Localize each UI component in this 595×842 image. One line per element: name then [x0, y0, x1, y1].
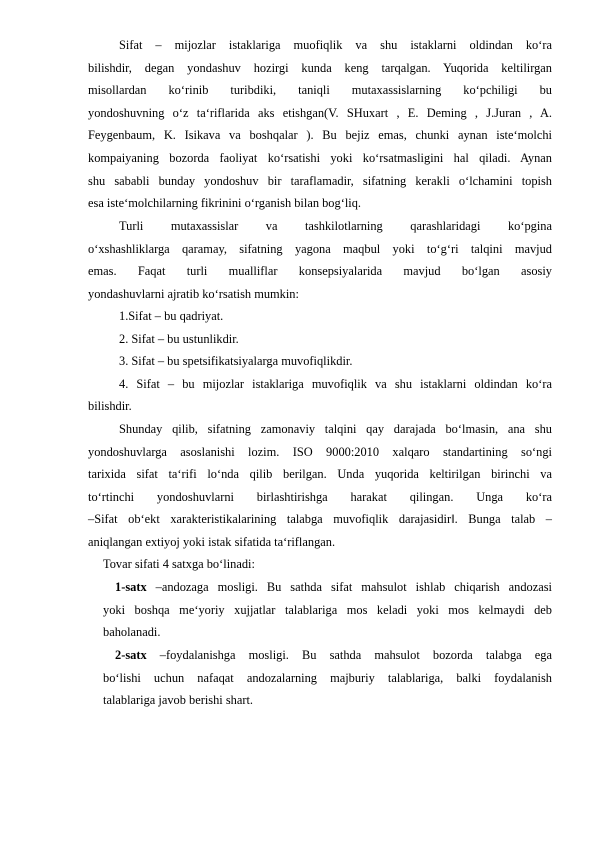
level-2-item: [103, 644, 552, 712]
text-line: emas. Faqat turli mualliflar konsepsiyalarida mavjud bo‘lgan asosiy: [88, 264, 552, 279]
text-line: kompaiyaning bozorda faoliyat ko‘rsatishi yoki ko‘rsatmasligini hal qiladi. Aynan: [88, 150, 552, 165]
level-2-label: 2-satx: [115, 648, 147, 662]
text-line: esa iste‘molchilarning fikrinini o‘rganish bilan bog‘liq.: [88, 196, 361, 211]
paragraph-2: [88, 215, 552, 305]
text-line: yondoshuvlarga asoslanishi lozim. ISO 9000:2010 xalqaro standartining so‘ngi: [88, 444, 552, 459]
text-line: shu sababli bunday yondoshuv bir taraflamadir, sifatning kerakli o‘lchamini topish: [88, 173, 552, 188]
levels-intro: [103, 553, 555, 576]
text-line: baholanadi.: [103, 625, 161, 640]
text-line: tarixida sifat ta‘rifi lo‘nda qilib berilgan. Unda yuqorida keltirilgan birinchi va: [88, 467, 552, 482]
text-line: misollardan ko‘rinib turibdiki, taniqli mutaxassislarning ko‘pchiligi bu: [88, 83, 552, 98]
approach-list: [88, 305, 552, 418]
text-line: yondashuvlarni ajratib ko‘rsatish mumkin:: [88, 286, 299, 301]
level-2-text: –foydalanishga mosligi. Bu sathda mahsulot bozorda talabga ega: [146, 648, 552, 662]
list-item: 2. Sifat – bu ustunlikdir.: [119, 331, 239, 346]
text-line: yondoshuvning o‘z ta‘riflarida aks etishgan(V. SHuxart , E. Deming , J.Juran , A.: [88, 105, 552, 120]
list-item: 1.Sifat – bu qadriyat.: [119, 309, 224, 323]
level-1-text: –andozaga mosligi. Bu sathda sifat mahsulot ishlab chiqarish andozasi: [146, 580, 552, 594]
text-line: yoki boshqa me‘yoriy xujjatlar talablariga mos keladi yoki mos kelmaydi deb: [103, 602, 552, 617]
text-line: Tovar sifati 4 satxga bo‘linadi:: [103, 557, 255, 571]
text-line: aniqlangan extiyoj yoki istak sifatida ta‘riflangan.: [88, 534, 336, 549]
level-1-item: [103, 576, 552, 644]
list-item: 4. Sifat – bu mijozlar istaklariga muvofiqlik va shu istaklarni oldindan ko‘ra: [119, 376, 552, 391]
text-line: Shunday qilib, sifatning zamonaviy talqini qay darajada bo‘lmasin, ana shu: [119, 422, 552, 436]
text-line: Turli mutaxassislar va tashkilotlarning qarashlaridagi ko‘pgina: [119, 219, 552, 233]
text-line: Sifat – mijozlar istaklariga muofiqlik va shu istaklarni oldindan ko‘ra: [119, 38, 552, 52]
text-line: talablariga javob berishi shart.: [103, 693, 254, 708]
text-line: bilishdir, degan yondashuv hozirgi kunda keng tarqalgan. Yuqorida keltilirgan: [88, 60, 552, 75]
text-line: [103, 644, 552, 667]
paragraph-3: [88, 418, 552, 554]
text-line: bo‘lishi uchun nafaqat andozalarning majburiy talablariga, balki foydalanish: [103, 670, 552, 685]
paragraph-1: [88, 34, 552, 215]
text-line: –Sifat ob‘ekt xarakteristikalarining talabga muvofiqlik darajasidir‖. Bunga talab –: [88, 512, 552, 527]
text-line: Feygenbaum, K. Isikava va boshqalar ). Bu bejiz emas, chunki aynan iste‘molchi: [88, 128, 552, 143]
text-line: to‘rtinchi yondoshuvlarni birlashtirishga harakat qilingan. Unga ko‘ra: [88, 489, 552, 504]
list-item-continuation: bilishdir.: [88, 399, 132, 414]
list-item: 3. Sifat – bu spetsifikatsiyalarga muvofiqlikdir.: [119, 354, 353, 369]
text-line: o‘xshashliklarga qaramay, sifatning yagona maqbul yoki to‘g‘ri talqini mavjud: [88, 241, 552, 256]
level-1-label: 1-satx: [115, 580, 147, 594]
text-line: [103, 576, 552, 599]
